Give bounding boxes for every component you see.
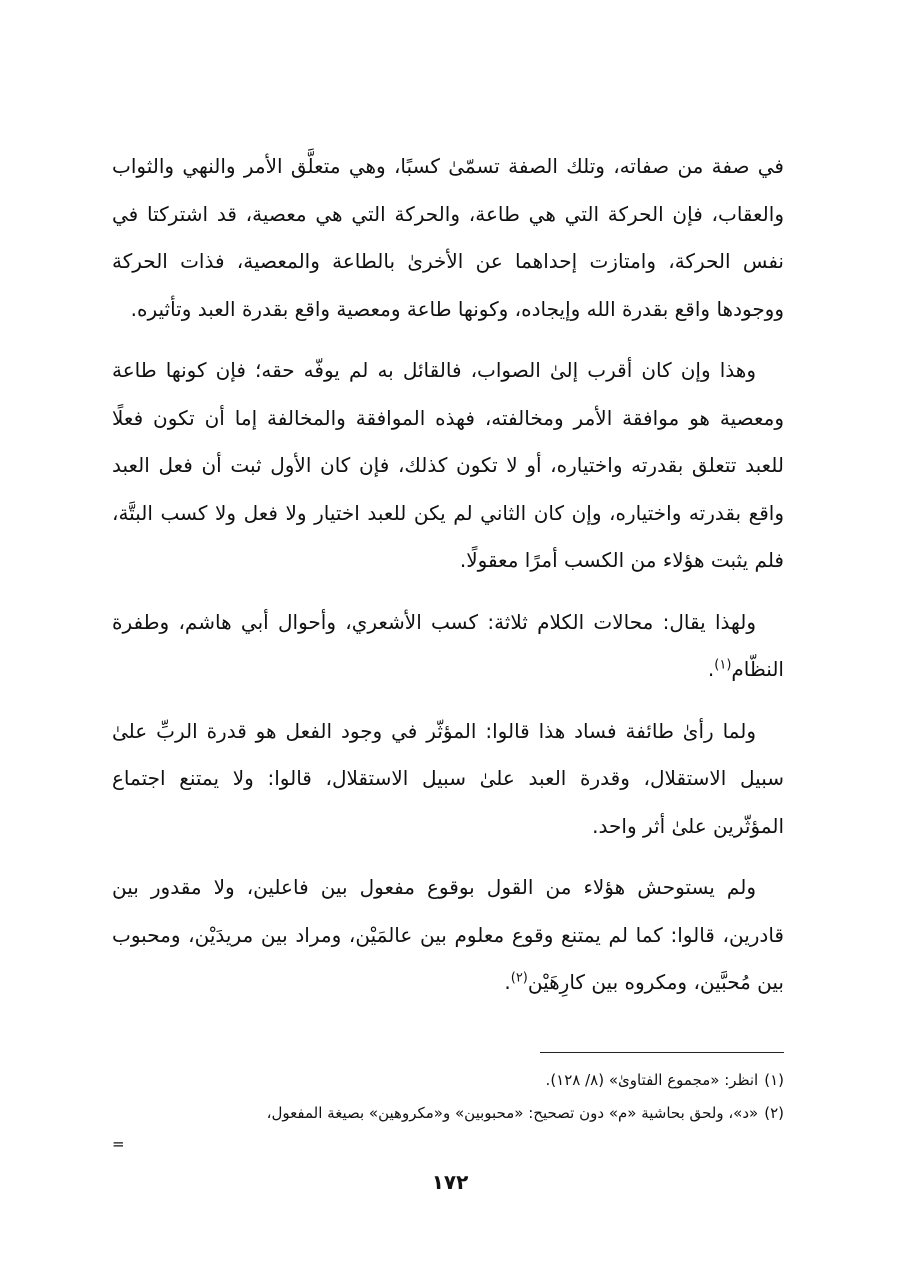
footnote-1-text: انظر: «مجموع الفتاوىٰ» (٨/ ١٢٨).	[545, 1071, 759, 1089]
footnote-divider	[540, 1052, 784, 1053]
footnote-ref-2[interactable]: (٢)	[510, 970, 528, 986]
main-text	[112, 143, 784, 1021]
footnote-2-number: (٢)	[764, 1104, 784, 1122]
footnote-1-number: (١)	[764, 1071, 784, 1089]
paragraph-3-text: ولهذا يقال: محالات الكلام ثلاثة: كسب الأشعري، وأحوال أبي هاشم، وطفرة النظّام	[112, 609, 784, 681]
paragraph-5-text: ولم يستوحش هؤلاء من القول بوقوع مفعول بين فاعلين، ولا مقدور بين قادرين، قالوا: كما لم يمتنع وقوع معلوم بين عالمَيْن، ومراد بين مريدَيْن، ومحبوب بين مُحبَّين، ومكروه بين كارِهَيْن	[112, 875, 784, 994]
paragraph-4	[112, 708, 784, 851]
footnote-1	[112, 1064, 784, 1097]
paragraph-5: ولم يستوحش هؤلاء من القول بوقوع مفعول بين فاعلين، ولا مقدور بين قادرين، قالوا: كما لم يمتنع وقوع معلوم بين عالمَيْن، ومراد بين مريدَيْن، ومحبوب بين مُحبَّين، ومكروه بين كارِهَيْن$^{(٢)}$.	[112, 875, 784, 994]
footnote-ref-1[interactable]: (١)	[714, 657, 732, 673]
paragraph-1	[112, 143, 784, 333]
footnote-2	[112, 1097, 784, 1130]
paragraph-2-text: وهذا وإن كان أقرب إلىٰ الصواب، فالقائل به لم يوفّه حقه؛ فإن كونها طاعة ومعصية هو موافقة الأمر ومخالفته، فهذه الموافقة والمخالفة إما أن تكون فعلًا للعبد تتعلق بقدرته واختياره، أو لا تكون كذلك، فإن كان الأول ثبت أن فعل العبد واقع بقدرته واختياره، وإن كان الثاني لم يكن للعبد اختيار ولا فعل ولا كسب البتَّة، فلم يثبت هؤلاء من الكسب أمرًا معقولًا.	[112, 358, 784, 572]
footnotes	[112, 1064, 784, 1130]
continuation-mark: =	[112, 1135, 125, 1153]
paragraph-4-text: ولما رأىٰ طائفة فساد هذا قالوا: المؤثّر في وجود الفعل هو قدرة الربِّ علىٰ سبيل الاستقلال، وقدرة العبد علىٰ سبيل الاستقلال، قالوا: ولا يمتنع اجتماع المؤثّرين علىٰ أثر واحد.	[112, 718, 784, 838]
page-number: ١٧٢	[431, 1170, 469, 1194]
paragraph-2	[112, 347, 784, 585]
paragraph-3: ولهذا يقال: محالات الكلام ثلاثة: كسب الأشعري، وأحوال أبي هاشم، وطفرة النظّام$^{(١)}$.	[112, 609, 784, 681]
footnote-2-text: «د»، ولحق بحاشية «م» دون تصحيح: «محبوبين» و«مكروهين» بصيغة المفعول،	[266, 1104, 759, 1122]
paragraph-1-text: في صفة من صفاته، وتلك الصفة تسمّىٰ كسبًا، وهي متعلَّق الأمر والنهي والثواب والعقاب، فإن الحركة التي هي طاعة، والحركة التي هي معصية، قد اشتركتا في نفس الحركة، وامتازت إحداهما عن الأخرىٰ بالطاعة والمعصية، فذات الحركة ووجودها واقع بقدرة الله وإيجاده، وكونها طاعة ومعصية واقع بقدرة العبد وتأثيره.	[112, 154, 784, 321]
